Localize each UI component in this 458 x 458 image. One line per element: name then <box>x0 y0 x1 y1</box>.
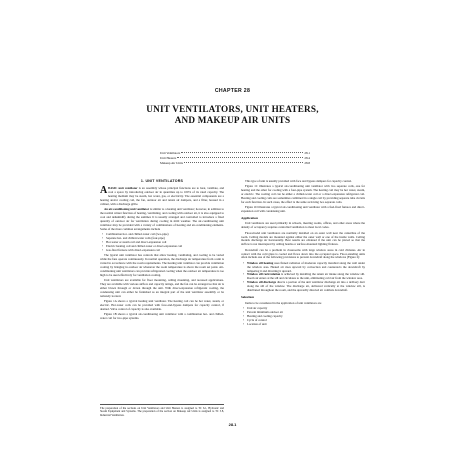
toc-entry-label: Unit Ventilators <box>160 151 181 155</box>
list-item: • Electric heating coil and chilled-water or direct-expansion coil <box>106 245 224 249</box>
chapter-title <box>100 104 365 125</box>
toc-entry[interactable] <box>160 161 310 166</box>
list-item-text: directs a portion of the unit ventilator discharge air into a delivery duct along the sill of the window. The discharge air, delivered vertically at the window sill, is distributed throughout the room, and the upwardly directed air combats downdraft. <box>247 280 365 293</box>
toc-leader <box>177 157 303 158</box>
paragraph <box>100 187 224 207</box>
term-bold: BASIC unit ventilator <box>108 185 138 190</box>
paragraph: Unit ventilators are used primarily in schools, meeting rooms, offices, and other areas where the density of occupancy requires controlled ventilation to meet local codes. <box>241 221 365 230</box>
paragraph: Figure 1B shows a typical air-conditioning unit ventilator with a combination hot- and chilled-water coil for two-pipe systems. <box>100 311 224 320</box>
list-item: • Unit air capacity <box>247 307 365 311</box>
section-heading: 1. UNIT VENTILATORS <box>140 179 184 183</box>
paragraph-text: is an assembly whose principal functions are to heat, ventilate, and cool a space by introducing outdoor air in quantities up to 100% of its rated capacity. The heating medium may be steam, hot water, gas, or electricity. The essential components are a heating and/or cooling coil, the fan, outdoor air and return air dampers, and a filter, housed in a cabinet, with a discharge grille. <box>100 185 224 206</box>
toc-leader <box>184 162 303 163</box>
list-item: • Combination hot- and chilled-water coil (two-pipe) <box>106 233 224 237</box>
document-page <box>100 76 365 436</box>
toc-entry-label: Unit Heaters <box>160 156 177 160</box>
paragraph: Floor-model unit ventilators are normally installed on an outer wall near the centerline of the room. Ceiling models are mounted against either the outer wall or one of the inside walls. Ceiling models discharge air horizontally. Best results are obtained if the unit can be placed so that the airflow is not interrupted by ceiling beams or surface-mounted lighting fixtures. <box>241 230 365 247</box>
paragraph-text: is similar to a heating unit ventilator; however, in addition to the normal winter function of heating, ventilating, and cooling with outdoor air, it is also equipped to cool and dehumidify during the summer. It is usually arranged and controlled to introduce a fixed quantity of outdoor air for ventilation during cooling in mild weather. The air-conditioning unit ventilator may be provided with a variety of combinations of heating and air-conditioning elements. Some of the more common arrangements include <box>100 206 224 231</box>
table-of-contents <box>160 151 310 166</box>
arrangement-list <box>100 233 224 253</box>
paragraph: Figure 1A shows a typical heating unit ventilator. The heating coil can be hot water, steam, or electric. Hot-water coils can be provided with face-and-bypass dampers for capacity control, if desired. Valve control of capacity is also available. <box>100 298 224 311</box>
toc-leader <box>181 152 303 153</box>
list-item: • Heating and cooling capacity <box>247 315 365 319</box>
list-item: • Location of unit <box>247 323 365 327</box>
right-column <box>241 180 365 328</box>
chapter-label: CHAPTER 28 <box>214 88 251 94</box>
list-item: • Gas-fired furnace with direct-expansion coil <box>106 249 224 253</box>
chapter-title-line-1: UNIT VENTILATORS, UNIT HEATERS, <box>146 104 319 114</box>
toc-entry-page: 28.8 <box>304 161 310 165</box>
list-item-text: uses finned radiation of moderate capacity installed along the wall under the window area. Heated air rises upward by convection and counteracts the downdraft by tempering it and diverting it upward. <box>247 260 365 273</box>
paragraph: Figure 1C illustrates a typical air-conditioning unit ventilator with two separate coils, one for heating and the other for cooling with a four-pipe system. The heating coil may be hot water, steam, or electric. The cooling coil can be either a chilled-water coil or a direct-expansion refrigerant coil. Heating and cooling coils are sometimes combined in a single coil by providing separate tube circuits for each function. In such cases, the effect is the same as having two separate coils. <box>241 184 365 204</box>
page-number: 28.1 <box>228 422 237 427</box>
term-bold: An air-conditioning unit ventilator <box>104 206 150 211</box>
paragraph: This type of unit is usually provided with face and bypass dampers for capacity control. <box>245 179 352 183</box>
selection-list <box>241 307 365 327</box>
subsection-heading: Selection <box>241 295 254 300</box>
list-item: • Cycle of control <box>247 319 365 323</box>
toc-entry-label: Makeup Air Units <box>160 161 184 165</box>
list-item-text: is achieved by installing the return air intake along the window sill. Room air enters at the sill and circulates to the unit, eliminating cold air from the window area. <box>247 272 366 281</box>
chapter-title-line-2: AND MAKEUP AIR UNITS <box>174 114 291 125</box>
term-bold: Window sill recirculation <box>247 272 281 277</box>
list-item: • Separate hot- and chilled-water coils (four-pipe) <box>106 237 224 241</box>
drop-cap: A <box>100 185 108 197</box>
term-bold: Window sill heating <box>247 260 274 265</box>
subsection-heading: Application <box>241 216 258 220</box>
paragraph: Downdraft can be a problem in classrooms with large window areas in cold climates. Air in contact with the cold glass is cooled and flows down into the occupied space. Floor-standing units often include one of the following provisions to prevent downdraft along the windows (Figure 2): <box>241 247 365 260</box>
list-item: • Hot-water or steam coil and direct-expansion coil <box>106 241 224 245</box>
footnote: The preparation of the sections on Unit Ventilators and Unit Heaters is assigned to TC 6.1, Hydronic and Steam Equipment and Systems. The preparation of the section on Makeup Air Units is assigned to TC 5.8, Industrial Ventilation. <box>100 404 224 417</box>
toc-entry-page: 28.4 <box>304 156 310 160</box>
list-item: • Percent minimum outdoor air <box>247 311 365 315</box>
paragraph: Unit ventilators are available for floor mounting, ceiling mounting, and recessed applications. They are available with various airflow and capacity ratings, and the fan can be arranged so that air is either blown through or drawn through the unit. With direct-expansion refrigerant cooling, the condensing unit can either be furnished as an integral part of the unit ventilator assembly or be remotely located. <box>100 277 224 298</box>
paragraph <box>100 208 224 232</box>
term-bold: Window sill discharge <box>247 280 277 285</box>
paragraph: The typical unit ventilator has controls that allow heating, ventilating, and cooling to be varied while the fans operate continuously. In normal operation, the discharge air temperature from a unit is varied in accordance with the room requirements. The heating unit ventilator can provide ventilation cooling by bringing in outdoor air whenever the room temperature is above the room set point. Air-conditioning unit ventilators can provide refrigerated cooling when the outdoor air temperature is too high to be used effectively for ventilation cooling. <box>100 253 224 277</box>
paragraph: Items to be considered in the application of unit ventilators are <box>245 300 322 305</box>
toc-entry-page: 28.1 <box>304 151 310 155</box>
paragraph: Figure 1D illustrates a typical air-conditioning unit ventilator with a fuel-fired furnace and direct-expansion coil with condensing unit. <box>241 205 365 214</box>
downdraft-list <box>241 262 365 294</box>
list-item <box>247 281 365 293</box>
left-column <box>100 180 224 322</box>
